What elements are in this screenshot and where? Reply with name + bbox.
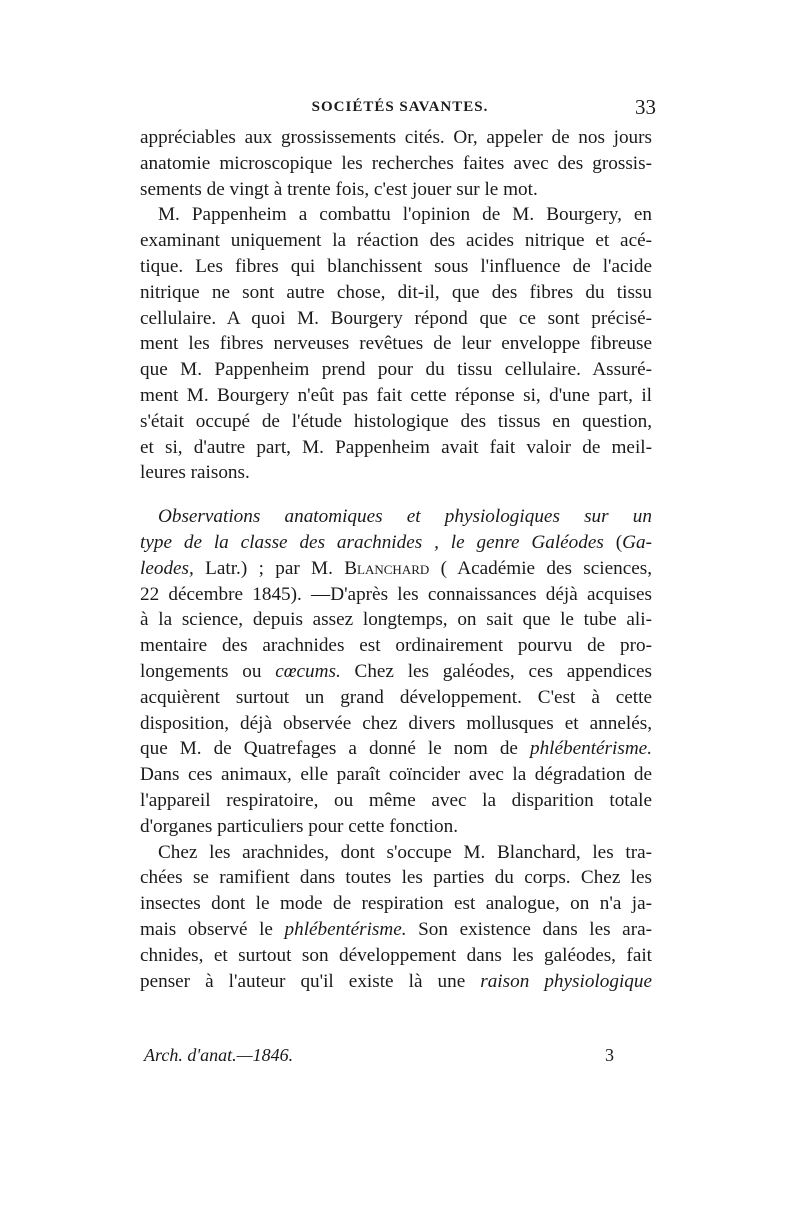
running-title: SOCIÉTÉS SAVANTES. — [311, 99, 489, 115]
italic-run: Ga- — [622, 531, 652, 553]
italic-run: raison physiologique — [480, 970, 652, 992]
text-line: appréciables aux grossissements cités. Or, appeler de nos jours — [140, 127, 652, 148]
text-run: Son existence dans les ara- — [406, 918, 652, 940]
paragraph-2 — [140, 202, 652, 486]
page-footer — [140, 1045, 652, 1071]
author-name: Blanchard — [344, 557, 430, 579]
text-run: que M. de Quatrefages a donné le nom de — [140, 738, 530, 760]
text-line: chées se ramifient dans toutes les parties du corps. Chez les — [140, 867, 652, 889]
italic-run: cœcums. — [275, 660, 341, 682]
text-line: acquièrent surtout un grand développement. C'est à cette — [140, 686, 652, 708]
section-gap — [140, 486, 652, 504]
italic-run: phlébentérisme. — [284, 918, 407, 940]
text-line: nitrique ne sont autre chose, dit-il, que des fibres du tissu — [140, 281, 652, 303]
text-run: Latr.) ; par M. — [193, 557, 345, 579]
text-line: anatomie microscopique les recherches faites avec des grossis- — [140, 152, 652, 174]
text-line: ment M. Bourgery n'eût pas fait cette réponse si, d'une part, il — [140, 384, 652, 406]
article-title: Observations anatomiques et physiologiques sur un — [158, 506, 652, 528]
text-line: cellulaire. A quoi M. Bourgery répond que ce sont précisé- — [140, 307, 652, 329]
text-line: s'était occupé de l'étude histologique des tissus en question, — [140, 410, 652, 432]
text-line — [140, 736, 652, 762]
text-line: insectes dont le mode de respiration est analogue, on n'a ja- — [140, 893, 652, 915]
page-number: 33 — [635, 95, 656, 119]
text-line — [140, 504, 652, 530]
text-line: M. Pappenheim a combattu l'opinion de M. Bourgery, en — [158, 204, 652, 226]
text-line: l'appareil respiratoire, ou même avec la disparition totale — [140, 789, 652, 811]
journal-signature: Arch. d'anat.—1846. — [144, 1045, 294, 1065]
text-line: d'organes particuliers pour cette fonction. — [140, 815, 458, 837]
paragraph-3 — [140, 504, 652, 839]
text-line — [140, 917, 652, 943]
paragraph-1 — [140, 125, 652, 202]
text-run: longements ou — [140, 660, 276, 682]
text-run: ( — [603, 531, 623, 553]
text-line: chnides, et surtout son développement dans les galéodes, fait — [140, 944, 652, 966]
text-line: et si, d'autre part, M. Pappenheim avait fait valoir de meil- — [140, 436, 652, 458]
text-run: Chez les galéodes, ces appendices — [340, 660, 653, 682]
text-line: tique. Les fibres qui blanchissent sous l'influence de l'acide — [140, 255, 652, 277]
text-run: ( Académie des sciences, — [429, 557, 652, 579]
text-line — [140, 530, 652, 556]
text-line: leures raisons. — [140, 462, 250, 484]
text-line: ment les fibres nerveuses revêtues de leur enveloppe fibreuse — [140, 333, 652, 355]
text-line: 22 décembre 1845). —D'après les connaissances déjà acquises — [140, 583, 652, 605]
text-line: que M. Pappenheim prend pour du tissu cellulaire. Assuré- — [140, 359, 652, 381]
text-line: Chez les arachnides, dont s'occupe M. Blanchard, les tra- — [158, 841, 652, 863]
paragraph-4 — [140, 840, 652, 995]
text-line: Dans ces animaux, elle paraît coïncider avec la dégradation de — [140, 764, 652, 786]
text-line — [140, 556, 652, 582]
text-line: à la science, depuis assez longtemps, on sait que le tube ali- — [140, 609, 652, 631]
text-run: mais observé le — [140, 918, 285, 940]
italic-run: leodes, — [140, 557, 194, 579]
text-line: sements de vingt à trente fois, c'est jouer sur le mot. — [140, 178, 538, 200]
article-title-cont: type de la classe des arachnides , le genre Galéodes — [140, 531, 604, 553]
text-line — [140, 659, 652, 685]
italic-run: phlébentérisme. — [529, 738, 652, 760]
text-line — [140, 969, 652, 995]
text-line: mentaire des arachnides est ordinairement pourvu de pro- — [140, 635, 652, 657]
text-line: examinant uniquement la réaction des acides nitrique et acé- — [140, 230, 652, 252]
sheet-signature: 3 — [605, 1045, 614, 1065]
text-line: disposition, déjà observée chez divers mollusques et annelés, — [140, 712, 652, 734]
text-run: penser à l'auteur qu'il existe là une — [140, 970, 481, 992]
page-header — [140, 95, 660, 121]
page-body — [140, 125, 652, 994]
